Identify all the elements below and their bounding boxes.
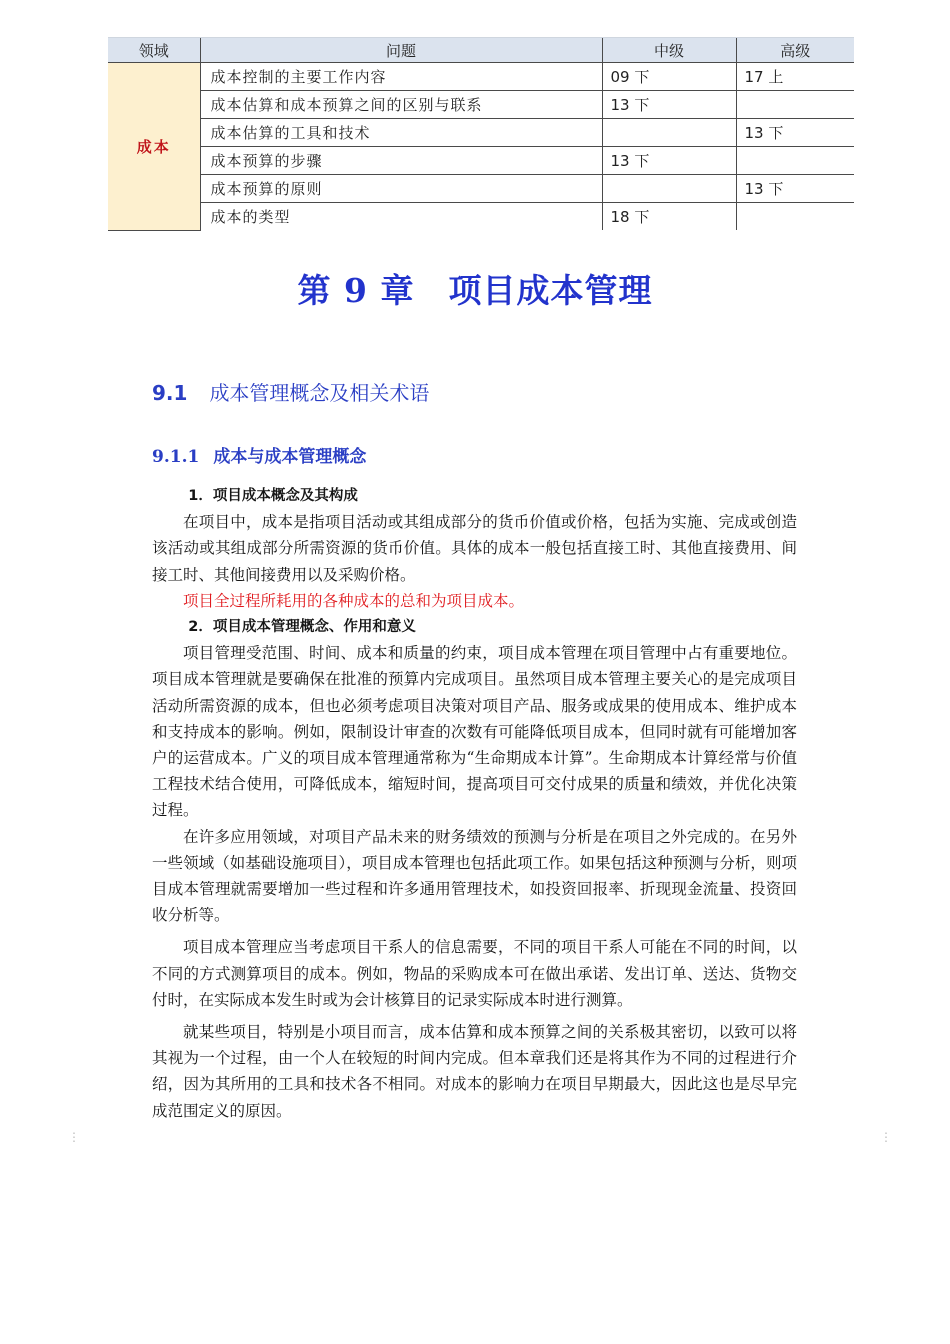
section-number: 9.1 [152, 381, 188, 405]
chapter-name: 项目成本管理 [448, 271, 653, 310]
high-level-cell: 13 下 [736, 175, 854, 203]
section-heading [152, 377, 429, 406]
table-row [108, 147, 854, 175]
chapter-title [0, 265, 950, 312]
table-row [108, 175, 854, 203]
header-mid-level: 中级 [602, 38, 736, 63]
header-domain: 领域 [108, 38, 200, 63]
question-cell: 成本的类型 [200, 203, 602, 231]
mid-level-cell [602, 119, 736, 147]
mid-level-cell: 09 下 [602, 63, 736, 91]
mid-level-cell: 13 下 [602, 91, 736, 119]
mid-level-cell [602, 175, 736, 203]
table-row [108, 91, 854, 119]
header-high-level: 高级 [736, 38, 854, 63]
question-cell: 成本估算和成本预算之间的区别与联系 [200, 91, 602, 119]
mid-level-cell: 13 下 [602, 147, 736, 175]
mid-level-cell: 18 下 [602, 203, 736, 231]
paragraph-cost-concept: 在项目中，成本是指项目活动或其组成部分的货币价值或价格，包括为实施、完成或创造该活动或其组成部分所需资源的货币价值。具体的成本一般包括直接工时、其他直接费用、间接工时、其他间接费用以及采购价格。 [152, 513, 797, 584]
paragraph-cost-management: 项目管理受范围、时间、成本和质量的约束，项目成本管理在项目管理中占有重要地位。项目成本管理就是要确保在批准的预算内完成项目。虽然项目成本管理主要关心的是完成项目活动所需资源的成本，但也必须考虑项目决策对项目产品、服务或成果的使用成本、维护成本和支持成本的影响。例如，限制设计审查的次数有可能降低项目成本，但同时就有可能增加客户的运营成本。广义的项目成本管理通常称为“生命期成本计算”。生命期成本计算经常与价值工程技术结合使用，可降低成本，缩短时间，提高项目可交付成果的质量和绩效，并优化决策过程。 [152, 644, 797, 820]
high-level-cell: 17 上 [736, 63, 854, 91]
question-cell: 成本估算的工具和技术 [200, 119, 602, 147]
table-header-row [108, 38, 854, 63]
table-row [108, 119, 854, 147]
exam-frequency-table [108, 37, 854, 231]
section-title: 成本管理概念及相关术语 [209, 381, 430, 405]
question-cell: 成本控制的主要工作内容 [200, 63, 602, 91]
subsection-title: 成本与成本管理概念 [213, 447, 367, 467]
question-cell: 成本预算的原则 [200, 175, 602, 203]
domain-cell-cost: 成本 [108, 63, 200, 231]
paragraph-financial-forecast: 在许多应用领域，对项目产品未来的财务绩效的预测与分析是在项目之外完成的。在另外一些领域（如基础设施项目），项目成本管理也包括此项工作。如果包括这种预测与分析，则项目成本管理就需要增加一些过程和许多通用管理技术，如投资回报率、折现现金流量、投资回收分析等。 [152, 827, 797, 925]
subsection-number: 9.1.1 [152, 447, 200, 467]
highlight-definition: 项目全过程所耗用的各种成本的总和为项目成本。 [183, 591, 525, 610]
chapter-number: 第 9 章 [297, 271, 415, 310]
high-level-cell: 13 下 [736, 119, 854, 147]
high-level-cell [736, 147, 854, 175]
scan-mark: ⋮ [68, 1130, 80, 1144]
table-row [108, 203, 854, 231]
scan-mark: ⋮ [880, 1130, 892, 1144]
paragraph-stakeholders: 项目成本管理应当考虑项目干系人的信息需要，不同的项目干系人可能在不同的时间，以不同的方式测算项目的成本。例如，物品的采购成本可在做出承诺、发出订单、送达、货物交付时，在实际成本发生时或为会计核算目的记录实际成本时进行测算。 [152, 938, 797, 1009]
paragraph-small-projects: 就某些项目，特别是小项目而言，成本估算和成本预算之间的关系极其密切，以致可以将其视为一个过程，由一个人在较短的时间内完成。但本章我们还是将其作为不同的过程进行介绍，因为其所用的工具和技术各不相同。对成本的影响力在项目早期最大，因此这也是尽早完成范围定义的原因。 [152, 1023, 797, 1120]
high-level-cell [736, 91, 854, 119]
header-question: 问题 [200, 38, 602, 63]
question-cell: 成本预算的步骤 [200, 147, 602, 175]
subsection-heading [152, 442, 366, 467]
high-level-cell [736, 203, 854, 231]
table-row [108, 63, 854, 91]
body-text [152, 483, 797, 1124]
item-heading-1: 1．项目成本概念及其构成 [188, 488, 358, 504]
item-heading-2: 2．项目成本管理概念、作用和意义 [188, 619, 416, 636]
